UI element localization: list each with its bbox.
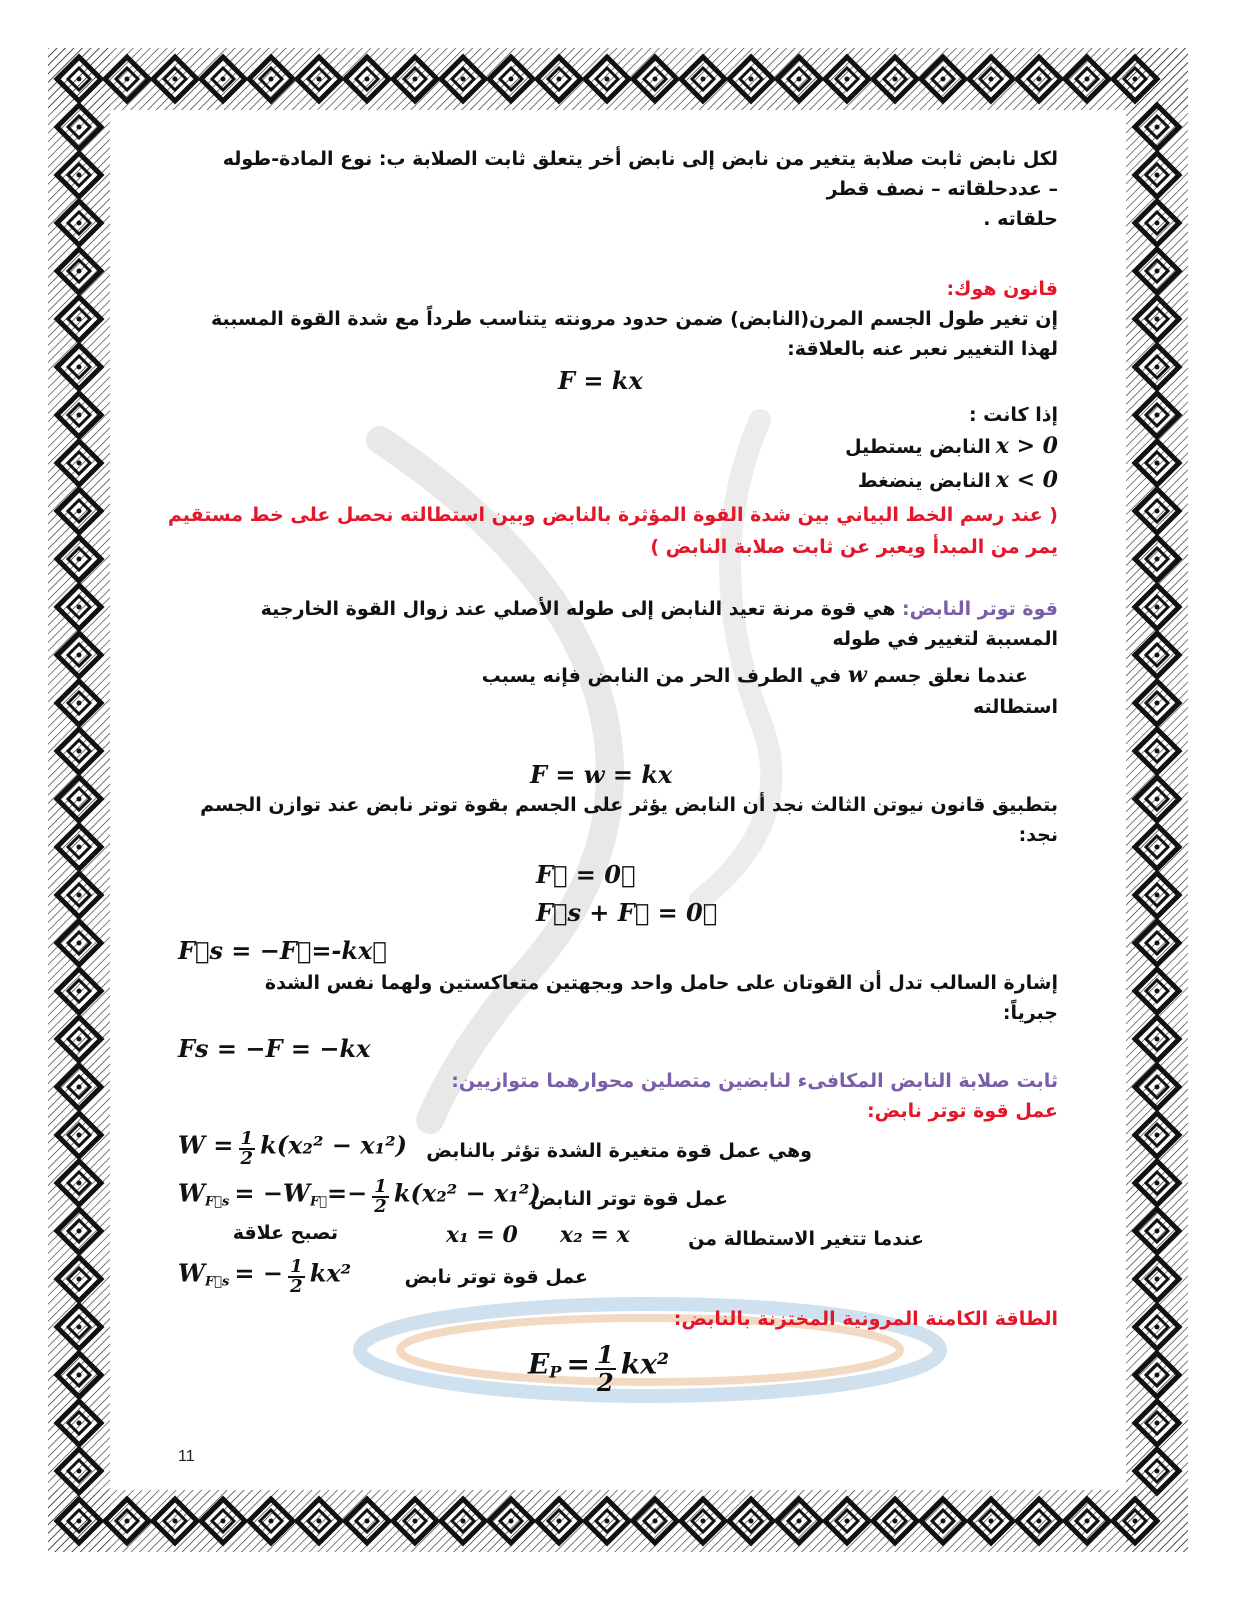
condition-math: x < 0: [995, 467, 1058, 493]
fraction: [288, 1258, 305, 1296]
equation-part: W =: [178, 1130, 234, 1160]
tension-definition: هي قوة مرنة تعيد النابض إلى طوله الأصلي عند زوال القوة الخارجية: [260, 598, 902, 620]
work-equation-3: [178, 1258, 351, 1296]
equation-spring-force: Fs = −F = −kx: [178, 1034, 371, 1063]
work-text-1: وهي عمل قوة متغيرة الشدة تؤثر بالنابض: [426, 1140, 812, 1162]
extension-text: تصبح علاقة: [232, 1222, 338, 1244]
fraction-numerator: 1: [374, 1176, 387, 1197]
condition-stretch: [845, 432, 1058, 462]
equation-part: = −W: [234, 1178, 310, 1208]
equivalent-title: ثابت صلابة النابض المكافىء لنابضين متصلين محوارهما متوازيين:: [451, 1070, 1058, 1092]
weight-symbol: w: [847, 662, 867, 688]
equation-part: =: [566, 1347, 590, 1381]
extension-math: x₂ = x: [560, 1222, 630, 1248]
equation-part: W: [178, 1258, 205, 1288]
text-line: جبرياً:: [1002, 1002, 1058, 1024]
condition-compress: [858, 466, 1058, 496]
fraction: [595, 1342, 616, 1396]
equation-part: kx²: [309, 1258, 352, 1288]
subscript: F⃗: [309, 1194, 327, 1210]
work-text-3: عمل قوة توتر نابض: [404, 1266, 588, 1288]
text-line: بتطبيق قانون نيوتن الثالث نجد أن النابض يؤثر على الجسم بقوة توتر نابض عند توازن الجسم: [200, 794, 1058, 816]
fraction: [372, 1178, 389, 1216]
condition-text: النابض يستطيل: [845, 436, 991, 458]
note-line: يمر من المبدأ ويعبر عن ثابت صلابة النابض ): [650, 536, 1058, 558]
condition-math: x > 0: [995, 433, 1058, 459]
equation-equilibrium: F⃗ = 0⃗: [536, 860, 636, 889]
hang-text: عندما نعلق جسم: [873, 665, 1028, 687]
text-line: نجد:: [1018, 824, 1058, 846]
text-line: إن تغير طول الجسم المرن(النابض) ضمن حدود مرونته يتناسب طرداً مع شدة القوة المسببة: [210, 308, 1058, 330]
text-line: استطالته: [972, 696, 1058, 718]
energy-equation: [528, 1342, 669, 1396]
condition-text: النابض ينضغط: [857, 470, 991, 492]
text-line: لكل نابض ثابت صلابة يتغير من نابض إلى نابض أخر يتعلق ثابت الصلابة ب: نوع المادة-طوله: [222, 148, 1058, 170]
work-text-2: عمل قوة توتر النابض: [530, 1188, 728, 1210]
tension-line: [118, 594, 1058, 624]
subscript: F⃗s: [204, 1274, 230, 1290]
equation-part: k(x₂² − x₁²): [260, 1130, 407, 1160]
equation-part: W: [178, 1178, 205, 1208]
equation-sum: F⃗s + F⃗ = 0⃗: [536, 898, 718, 927]
fraction-denominator: 2: [290, 1276, 303, 1297]
extension-text: عندما تتغير الاستطالة من: [688, 1228, 924, 1250]
equation-part: k(x₂² − x₁²): [393, 1178, 541, 1208]
text-line: حلقاته .: [983, 208, 1058, 230]
hang-text: في الطرف الحر من النابض فإنه يسبب: [481, 665, 842, 687]
page-number: 11: [178, 1448, 195, 1465]
subscript: P: [549, 1362, 562, 1382]
fraction-denominator: 2: [374, 1196, 387, 1217]
hang-line: [328, 660, 1028, 691]
text-line: إشارة السالب تدل أن القوتان على حامل واحد وبجهتين متعاكستين ولهما نفس الشدة: [264, 972, 1058, 994]
fraction: [239, 1130, 256, 1168]
tension-title: قوة توتر النابض:: [902, 598, 1058, 620]
note-line: ( عند رسم الخط البياني بين شدة القوة المؤثرة بالنابض وبين استطالته نحصل على خط مستقيم: [167, 504, 1058, 526]
text-line: لهذا التغيير نعبر عنه بالعلاقة:: [787, 338, 1058, 360]
extension-math: x₁ = 0: [446, 1222, 518, 1248]
fraction-denominator: 2: [240, 1148, 254, 1169]
page-content: [118, 130, 1058, 1510]
hooke-title: قانون هوك:: [946, 278, 1058, 300]
fraction-numerator: 1: [240, 1128, 254, 1149]
fraction-denominator: 2: [597, 1368, 614, 1397]
equation-part: kx²: [620, 1347, 670, 1381]
energy-title: الطاقة الكامنة المرونية المختزنة بالنابض:: [673, 1308, 1058, 1330]
fraction-numerator: 1: [597, 1340, 614, 1369]
equation-hooke: F = kx: [558, 366, 643, 395]
text-line: – عددحلقاته – نصف قطر: [826, 178, 1058, 200]
text-line: إذا كانت :: [968, 404, 1058, 426]
equation-part: E: [528, 1347, 550, 1381]
equation-part: =−: [326, 1178, 368, 1208]
text-line: المسببة لتغيير في طوله: [832, 628, 1058, 650]
subscript: F⃗s: [204, 1194, 230, 1210]
work-title: عمل قوة توتر نابض:: [866, 1100, 1058, 1122]
equation-part: = −: [234, 1258, 283, 1288]
fraction-numerator: 1: [290, 1256, 303, 1277]
equation-vector: F⃗s = −F⃗=-kx⃗: [178, 936, 387, 965]
equation-weight: F = w = kx: [530, 760, 673, 789]
